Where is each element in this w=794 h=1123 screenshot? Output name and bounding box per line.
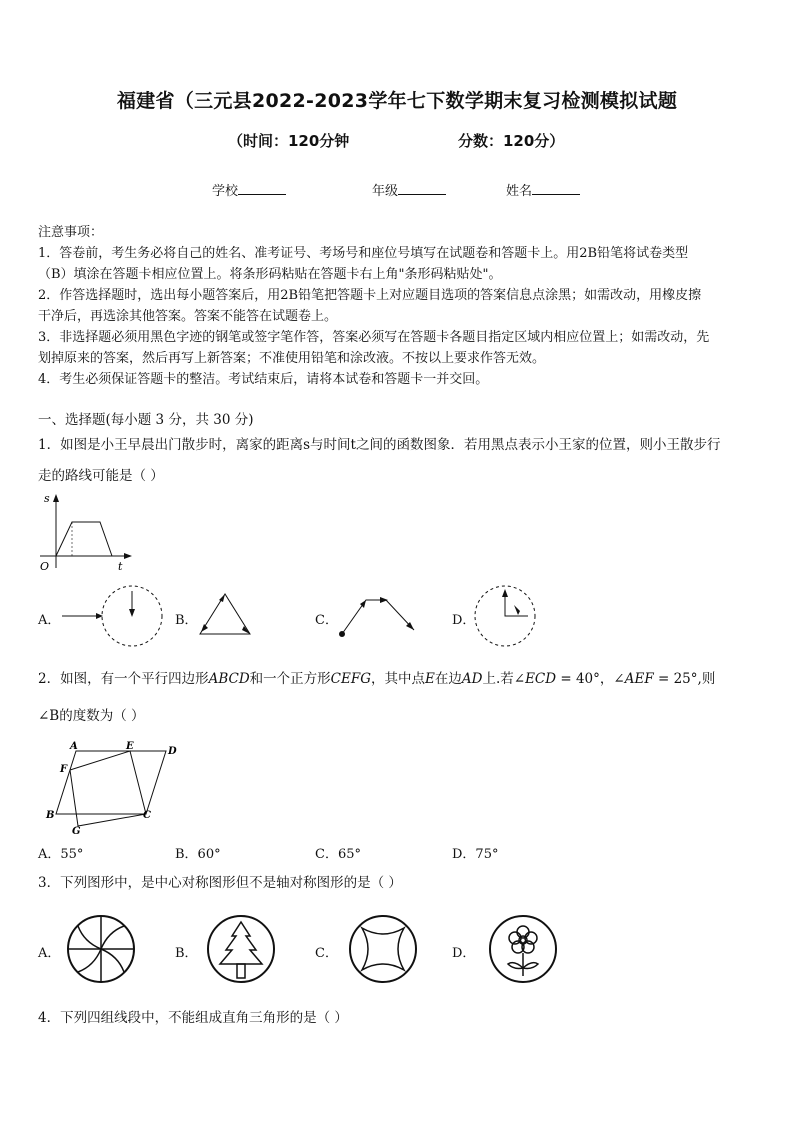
q1-option-d: D．: [452, 613, 476, 628]
s-label: s: [44, 492, 50, 505]
q2-option-a: A．55°: [38, 847, 84, 862]
parallelogram-abcd: [56, 751, 166, 814]
school-label: 学校: [212, 184, 239, 199]
note-1a: 1．答卷前，考生务必将自己的姓名、准考证号、考场号和座位号填写在试题卷和答题卡上。用2B铅笔将试卷类型: [38, 246, 689, 261]
q1-option-d-figure: [472, 583, 538, 649]
q2-option-b: B．60°: [175, 847, 221, 862]
name-field: [506, 180, 580, 199]
svg-text:A: A: [70, 741, 78, 752]
note-2a: 2．作答选择题时，选出每小题答案后，用2B铅笔把答题卡上对应题目选项的答案信息点涂黑；如需改动，用橡皮擦: [38, 288, 702, 303]
q1-line2: 走的路线可能是（ ）: [38, 468, 164, 484]
svg-text:C: C: [143, 810, 151, 821]
school-blank: [238, 182, 286, 195]
note-1b: （B）填涂在答题卡相应位置上。将条形码粘贴在答题卡右上角"条形码粘贴处"。: [38, 267, 502, 282]
note-4: 4．考生必须保证答题卡的整洁。考试结束后，请将本试卷和答题卡一并交回。: [38, 372, 489, 387]
q3-option-c: C．: [315, 946, 338, 961]
q1-option-a-figure: [58, 583, 168, 649]
svg-text:D: D: [168, 746, 177, 757]
note-2b: 干净后，再选涂其他答案。答案不能答在试题卷上。: [38, 309, 338, 324]
svg-text:F: F: [60, 764, 68, 775]
q3-option-b-tree: [204, 912, 278, 986]
s-axis-arrow: [53, 494, 59, 502]
note-3a: 3．非选择题必须用黑色字迹的钢笔或签字笔作答，答案必须写在答题卡各题目指定区域内相应位置上；如需改动，先: [38, 330, 710, 345]
section-heading: 一、选择题(每小题 3 分，共 30 分): [38, 412, 254, 428]
q1-option-b-figure: [192, 588, 258, 644]
q1-option-c: C．: [315, 613, 338, 628]
svg-text:B: B: [46, 810, 55, 821]
note-3b: 划掉原来的答案，然后再写上新答案；不准使用铅笔和涂改液。不按以上要求作答无效。: [38, 351, 546, 366]
q2-option-c: C．65°: [315, 847, 361, 862]
page-title: 福建省（三元县2022-2023学年七下数学期末复习检测模拟试题: [116, 90, 678, 112]
origin-label: O: [40, 560, 50, 573]
q1-option-c-figure: [334, 592, 424, 642]
grade-field: [372, 180, 446, 199]
q3-option-d: D．: [452, 946, 476, 961]
score-info: 分数：120分）: [458, 132, 565, 150]
q3-option-b: B．: [175, 946, 198, 961]
school-field: [212, 180, 286, 199]
q3-line1: 3．下列图形中，是中心对称图形但不是轴对称图形的是（ ）: [38, 875, 402, 891]
q3-option-c-concave-square: [346, 912, 420, 986]
notes-heading: 注意事项：: [38, 225, 104, 240]
q4-line1: 4．下列四组线段中，不能组成直角三角形的是（ ）: [38, 1010, 348, 1026]
t-label: t: [118, 560, 123, 573]
name-blank: [532, 182, 580, 195]
q1-option-a: A．: [38, 613, 61, 628]
svg-text:G: G: [72, 826, 81, 836]
q3-option-a: A．: [38, 946, 61, 961]
q3-option-d-flower: [486, 912, 560, 986]
q3-option-a-pinwheel: [64, 912, 138, 986]
q2-line2: ∠B的度数为（ ）: [38, 708, 145, 724]
distance-curve: [56, 522, 112, 556]
t-axis-arrow: [124, 553, 132, 559]
q2-option-d: D．75°: [452, 847, 499, 862]
grade-label: 年级: [372, 184, 399, 199]
q2-parallelogram-square-figure: [40, 738, 190, 836]
name-label: 姓名: [506, 184, 533, 199]
svg-text:E: E: [126, 741, 134, 752]
time-info: （时间：120分钟: [228, 132, 350, 150]
q1-line1: 1．如图是小王早晨出门散步时，离家的距离s与时间t之间的函数图象．若用黑点表示小王家的位置，则小王散步行: [38, 437, 721, 453]
q2-line1: 2．如图，有一个平行四边形ABCD和一个正方形CEFG，其中点E在边AD上.若∠ECD = 40°，∠AEF = 25°,则: [38, 671, 716, 687]
grade-blank: [398, 182, 446, 195]
q1-option-b: B．: [175, 613, 198, 628]
square-cefg: [70, 751, 146, 826]
notes-block: [38, 222, 760, 390]
q1-distance-time-graph: [36, 490, 146, 575]
